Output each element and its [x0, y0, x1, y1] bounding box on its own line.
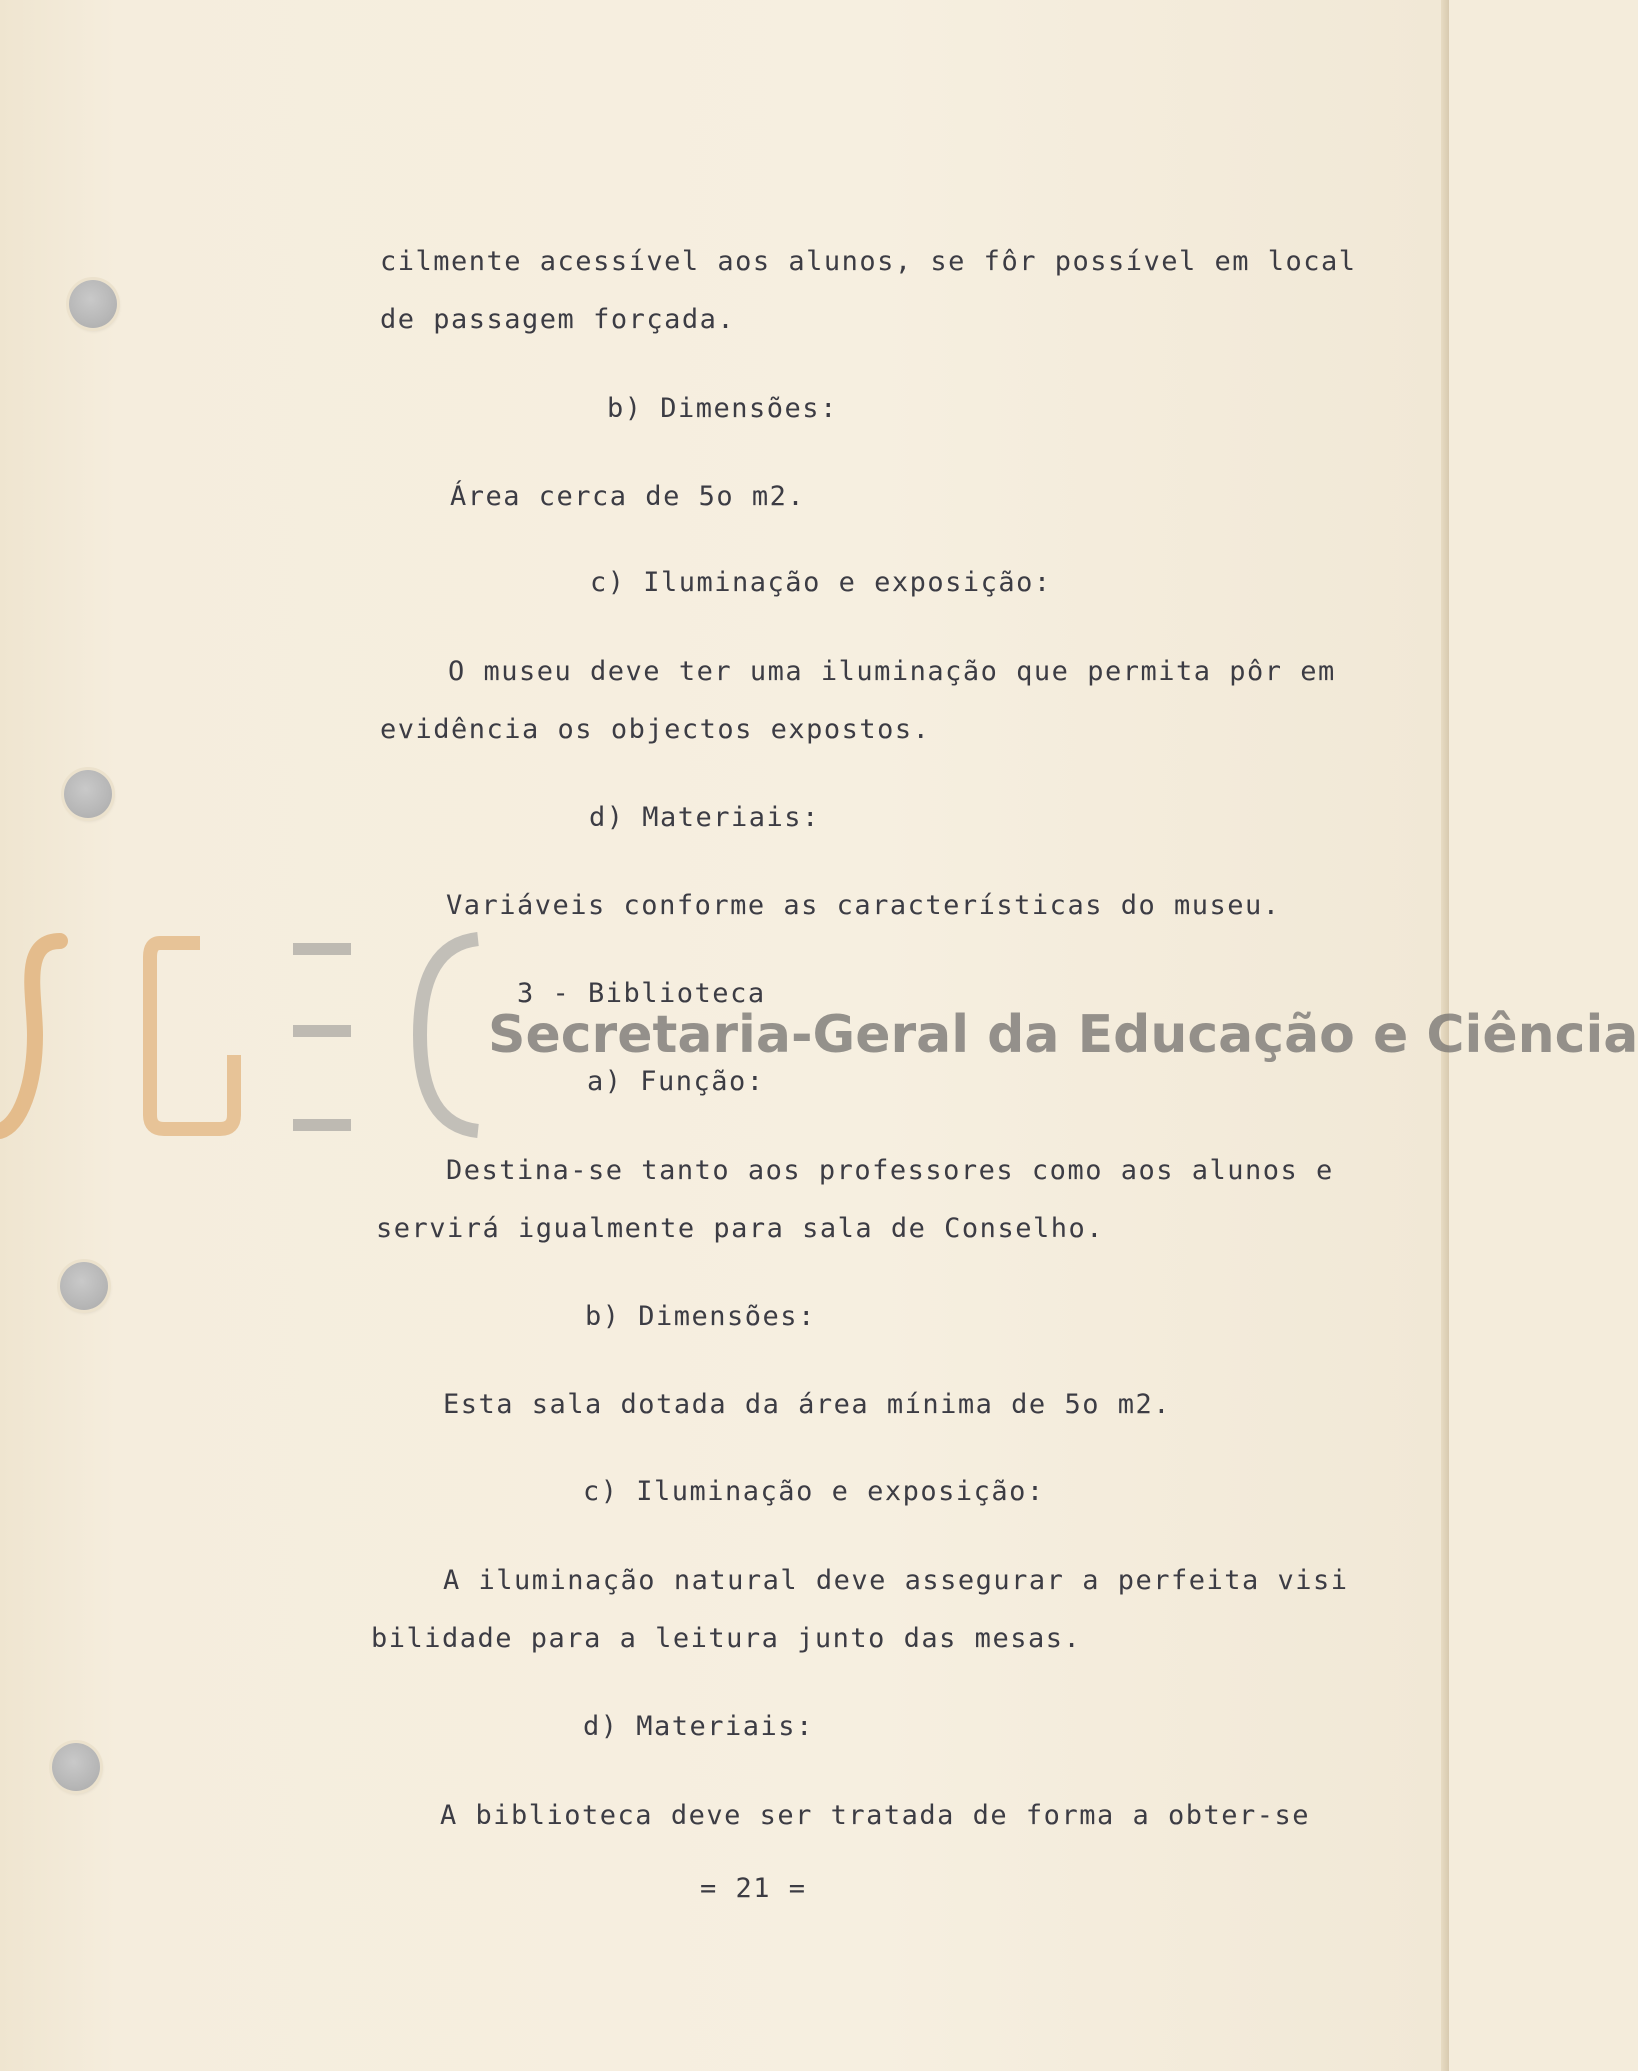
- logo-e-bar: [293, 1025, 351, 1037]
- watermark-text: Secretaria-Geral da Educação e Ciência: [488, 1005, 1638, 1065]
- section-heading: a) Função:: [587, 1066, 765, 1097]
- page-number: = 21 =: [700, 1873, 807, 1904]
- section-heading: c) Iluminação e exposição:: [583, 1476, 1045, 1507]
- text-line: de passagem forçada.: [380, 304, 736, 335]
- text-line: O museu deve ter uma iluminação que permita pôr em: [448, 656, 1336, 687]
- text-line: bilidade para a leitura junto das mesas.: [371, 1623, 1082, 1654]
- logo-bracket: [420, 939, 478, 1131]
- punch-hole: [52, 1743, 100, 1791]
- logo-e-bar: [293, 943, 351, 955]
- logo-g-stroke: [150, 943, 234, 1129]
- punch-hole: [64, 770, 112, 818]
- section-heading: b) Dimensões:: [607, 393, 838, 424]
- text-line: cilmente acessível aos alunos, se fôr possível em local: [380, 246, 1357, 277]
- text-line: Destina-se tanto aos professores como aos alunos e: [446, 1155, 1334, 1186]
- text-line: A biblioteca deve ser tratada de forma a obter-se: [440, 1800, 1311, 1831]
- logo-e-bar: [293, 1119, 351, 1131]
- section-heading: d) Materiais:: [583, 1711, 814, 1742]
- section-heading: b) Dimensões:: [585, 1301, 816, 1332]
- text-line: servirá igualmente para sala de Conselho.: [376, 1213, 1104, 1244]
- punch-hole: [60, 1262, 108, 1310]
- logo-s-stroke: [0, 941, 60, 1131]
- section-heading: d) Materiais:: [589, 802, 820, 833]
- sgec-logo-watermark: [0, 935, 490, 1135]
- chapter-heading: 3 - Biblioteca: [517, 978, 766, 1009]
- text-line: Área cerca de 5o m2.: [450, 481, 806, 512]
- text-line: A iluminação natural deve assegurar a perfeita visi: [443, 1565, 1349, 1596]
- punch-hole: [69, 280, 117, 328]
- section-heading: c) Iluminação e exposição:: [590, 567, 1052, 598]
- text-line: Esta sala dotada da área mínima de 5o m2.: [443, 1389, 1171, 1420]
- text-line: Variáveis conforme as características do museu.: [446, 890, 1281, 921]
- text-line: evidência os objectos expostos.: [380, 714, 931, 745]
